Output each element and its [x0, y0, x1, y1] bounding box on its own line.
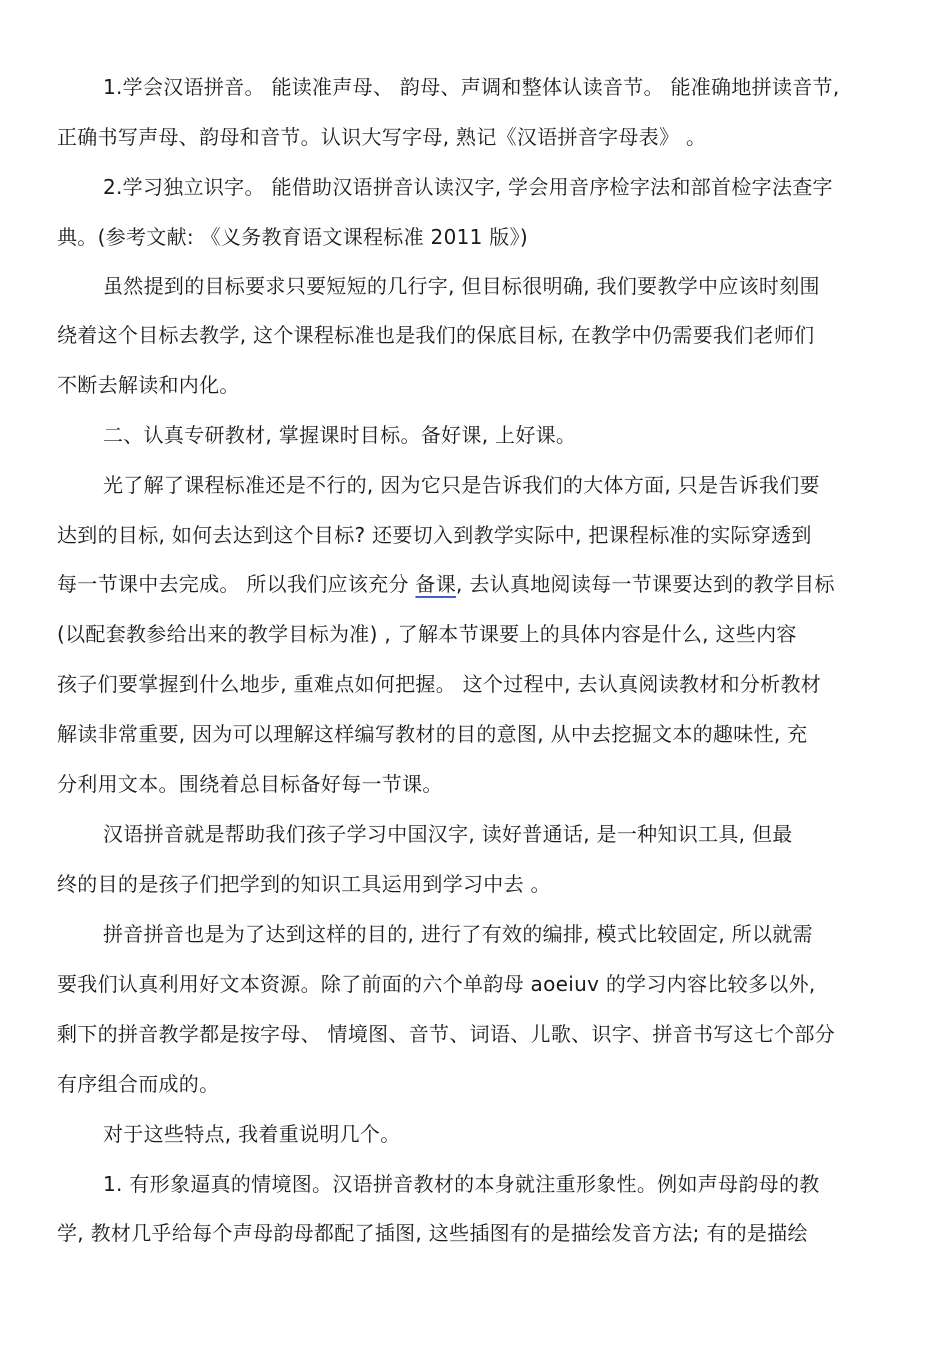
- text-line: 拼音拼音也是为了达到这样的目的, 进行了有效的编排, 模式比较固定, 所以就需: [103, 922, 813, 946]
- text-line: [57, 570, 897, 598]
- text-line: 对于这些特点, 我着重说明几个。: [103, 1122, 401, 1146]
- section-heading: 二、认真专研教材, 掌握课时目标。备好课, 上好课。: [103, 423, 577, 447]
- text-line: 正确书写声母、韵母和音节。认识大写字母, 熟记《汉语拼音字母表》 。: [57, 125, 707, 149]
- text-line: 要我们认真利用好文本资源。除了前面的六个单韵母 aoeiuv 的学习内容比较多以外,: [57, 972, 816, 996]
- text-line: 孩子们要掌握到什么地步, 重难点如何把握。 这个过程中, 去认真阅读教材和分析教材: [57, 672, 822, 696]
- text-line: 虽然提到的目标要求只要短短的几行字, 但目标很明确, 我们要教学中应该时刻围: [103, 274, 820, 298]
- text-line: 2.学习独立识字。 能借助汉语拼音认读汉字, 学会用音序检字法和部首检字法查字: [103, 175, 833, 199]
- text-line: 学, 教材几乎给每个声母韵母都配了插图, 这些插图有的是描绘发音方法; 有的是描绘: [57, 1221, 808, 1245]
- text-line: 达到的目标, 如何去达到这个目标? 还要切入到教学实际中, 把课程标准的实际穿透到: [57, 523, 812, 547]
- text-line: 1.学会汉语拼音。 能读准声母、 韵母、声调和整体认读音节。 能准确地拼读音节,: [103, 75, 840, 99]
- text-segment: , 去认真地阅读每一节课要达到的教学目标: [456, 572, 835, 596]
- text-line: 绕着这个目标去教学, 这个课程标准也是我们的保底目标, 在教学中仍需要我们老师们: [57, 323, 815, 347]
- text-segment: 每一节课中去完成。 所以我们应该充分: [57, 572, 416, 596]
- text-line: 剩下的拼音教学都是按字母、 情境图、音节、词语、儿歌、识字、拼音书写这七个部分: [57, 1022, 836, 1046]
- prepare-lesson-link[interactable]: 备课: [415, 572, 457, 596]
- text-line: 终的目的是孩子们把学到的知识工具运用到学习中去 。: [57, 872, 551, 896]
- text-line: 典。(参考文献: 《义务教育语文课程标准 2011 版》): [57, 225, 529, 249]
- text-line: 分利用文本。围绕着总目标备好每一节课。: [57, 772, 443, 796]
- text-line: (以配套教参给出来的教学目标为准) , 了解本节课要上的具体内容是什么, 这些内容: [57, 622, 797, 646]
- text-line: 有序组合而成的。: [57, 1072, 220, 1096]
- text-line: 光了解了课程标准还是不行的, 因为它只是告诉我们的大体方面, 只是告诉我们要: [103, 473, 820, 497]
- text-line: 汉语拼音就是帮助我们孩子学习中国汉字, 读好普通话, 是一种知识工具, 但最: [103, 822, 793, 846]
- text-line: 解读非常重要, 因为可以理解这样编写教材的目的意图, 从中去挖掘文本的趣味性, 充: [57, 722, 808, 746]
- text-line: 不断去解读和内化。: [57, 373, 240, 397]
- text-line: 1. 有形象逼真的情境图。汉语拼音教材的本身就注重形象性。例如声母韵母的教: [103, 1172, 820, 1196]
